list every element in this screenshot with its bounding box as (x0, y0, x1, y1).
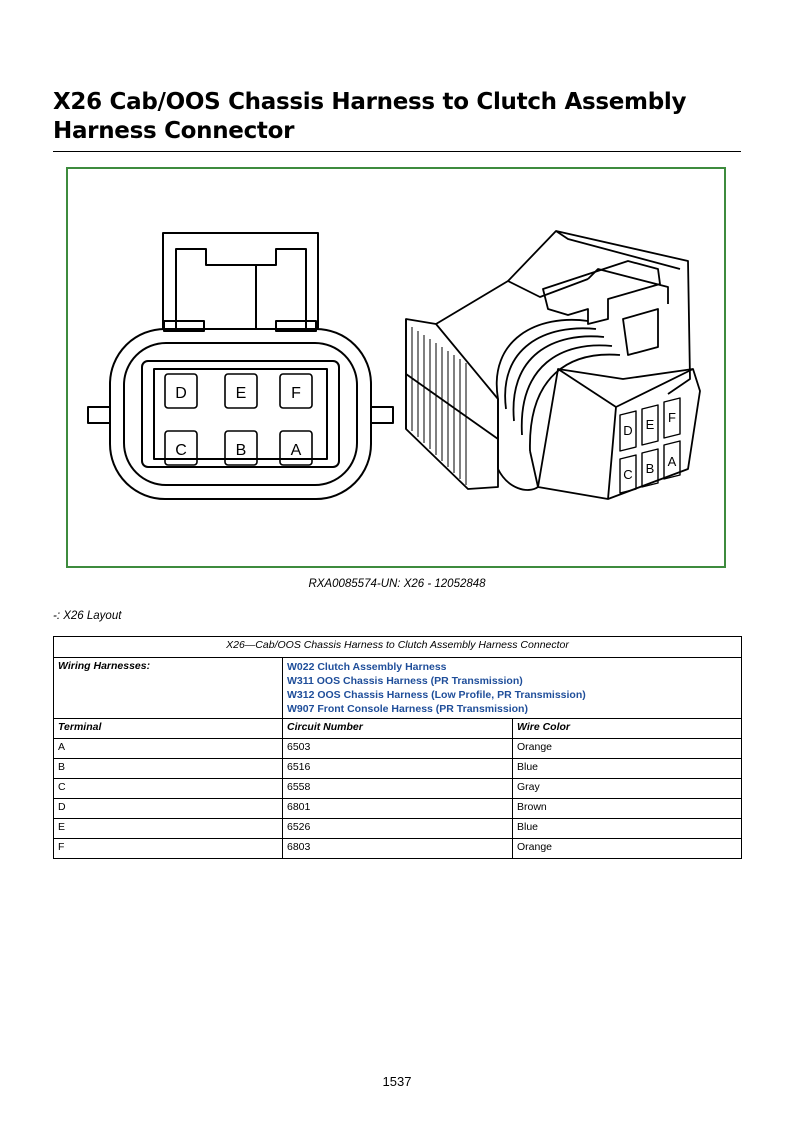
circuit-cell: 6526 (283, 819, 513, 839)
iso-pin-label: C (623, 467, 633, 482)
circuit-cell: 6801 (283, 799, 513, 819)
front-pin-label: C (175, 442, 187, 459)
circuit-cell: 6516 (283, 759, 513, 779)
circuit-cell: 6558 (283, 779, 513, 799)
connector-diagram (68, 169, 724, 566)
table-title-row (54, 637, 742, 658)
table-row (54, 819, 742, 839)
harness-link[interactable]: W022 Clutch Assembly Harness (287, 661, 447, 673)
terminal-cell: E (54, 819, 283, 839)
wire-color-cell: Blue (513, 819, 742, 839)
front-pin-label: A (290, 442, 302, 459)
connector-figure (66, 167, 726, 568)
isometric-view-connector (406, 231, 700, 499)
terminal-cell: F (54, 839, 283, 859)
table-title: X26—Cab/OOS Chassis Harness to Clutch Assembly Harness Connector (54, 637, 742, 658)
front-view-connector (88, 233, 393, 499)
harness-link[interactable]: W907 Front Console Harness (PR Transmission) (287, 703, 528, 715)
terminal-cell: B (54, 759, 283, 779)
wire-color-cell: Orange (513, 839, 742, 859)
wire-color-cell: Gray (513, 779, 742, 799)
title-divider (53, 151, 741, 152)
table-row (54, 759, 742, 779)
circuit-cell: 6503 (283, 739, 513, 759)
iso-pin-label: B (645, 461, 655, 476)
iso-pin-label: A (667, 454, 677, 469)
harness-link[interactable]: W311 OOS Chassis Harness (PR Transmission) (287, 675, 523, 687)
table-row (54, 839, 742, 859)
front-pin-label: D (175, 385, 187, 402)
front-pin-label: E (235, 385, 247, 402)
front-pin-label: B (235, 442, 247, 459)
column-header-terminal: Terminal (54, 719, 283, 739)
harness-links (283, 658, 742, 719)
wiring-harness-label: Wiring Harnesses: (54, 658, 283, 719)
terminal-cell: A (54, 739, 283, 759)
table-row (54, 799, 742, 819)
wire-color-cell: Orange (513, 739, 742, 759)
front-pin-label: F (291, 385, 301, 402)
circuit-cell: 6803 (283, 839, 513, 859)
connector-table (53, 636, 742, 859)
iso-pin-label: F (668, 410, 676, 425)
wiring-harness-row (54, 658, 742, 719)
wire-color-cell: Blue (513, 759, 742, 779)
terminal-cell: D (54, 799, 283, 819)
page-number: 1537 (382, 1074, 412, 1089)
table-row (54, 739, 742, 759)
figure-caption: RXA0085574-UN: X26 - 12052848 (308, 578, 486, 590)
table-header-row (54, 719, 742, 739)
iso-pin-label: D (623, 423, 633, 438)
page-title: X26 Cab/OOS Chassis Harness to Clutch Assembly Harness Connector (53, 89, 687, 144)
column-header-color: Wire Color (513, 719, 742, 739)
table-row (54, 779, 742, 799)
iso-pin-label: E (645, 417, 655, 432)
terminal-cell: C (54, 779, 283, 799)
wire-color-cell: Brown (513, 799, 742, 819)
column-header-circuit: Circuit Number (283, 719, 513, 739)
harness-link[interactable]: W312 OOS Chassis Harness (Low Profile, PR Transmission) (287, 689, 586, 701)
layout-label: -: X26 Layout (53, 610, 122, 622)
